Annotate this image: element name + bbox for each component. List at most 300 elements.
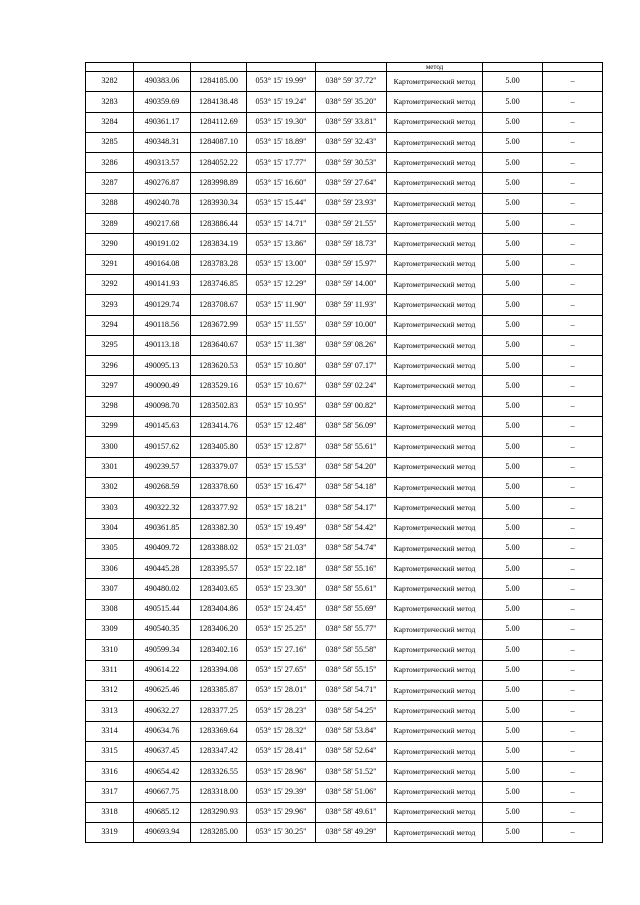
cell-longitude: 038° 58' 55.16"	[316, 559, 387, 579]
cell-method: Картометрический метод	[387, 620, 483, 640]
table-row	[86, 437, 603, 457]
cell-longitude: 038° 58' 54.74"	[316, 538, 387, 558]
cell-accuracy: 5.00	[483, 680, 543, 700]
cell-method: Картометрический метод	[387, 782, 483, 802]
cell-latitude: 053° 15' 10.67"	[247, 376, 316, 396]
cell-y: 1283708.67	[191, 295, 247, 315]
cell-note: –	[543, 477, 603, 497]
cell-x: 490164.08	[134, 254, 191, 274]
cell-y: 1283405.80	[191, 437, 247, 457]
table-row	[86, 295, 603, 315]
cell-method: Картометрический метод	[387, 762, 483, 782]
cell-method: Картометрический метод	[387, 538, 483, 558]
cell-note: –	[543, 295, 603, 315]
cell-y: 1283394.08	[191, 660, 247, 680]
cell-latitude: 053° 15' 30.25"	[247, 822, 316, 842]
cell-longitude: 038° 59' 37.72"	[316, 72, 387, 92]
cell-note: –	[543, 173, 603, 193]
cell-number: 3295	[86, 335, 134, 355]
cell-number: 3293	[86, 295, 134, 315]
cell-longitude: 038° 58' 52.64"	[316, 741, 387, 761]
cell-x: 490095.13	[134, 356, 191, 376]
cell-x: 490118.56	[134, 315, 191, 335]
cell-note: –	[543, 822, 603, 842]
cell-longitude: 038° 58' 55.15"	[316, 660, 387, 680]
table-row	[86, 538, 603, 558]
cell-latitude: 053° 15' 19.49"	[247, 518, 316, 538]
cell-longitude: 038° 58' 49.29"	[316, 822, 387, 842]
cell-y: 1283395.57	[191, 559, 247, 579]
cell-note: –	[543, 274, 603, 294]
cell-longitude: 038° 59' 14.00"	[316, 274, 387, 294]
cell-latitude: 053° 15' 16.60"	[247, 173, 316, 193]
cell-x: 490540.35	[134, 620, 191, 640]
cell-latitude: 053° 15' 12.48"	[247, 417, 316, 437]
cell-longitude: 038° 58' 53.84"	[316, 721, 387, 741]
table-row	[86, 620, 603, 640]
cell-x: 490090.49	[134, 376, 191, 396]
cell-accuracy: 5.00	[483, 92, 543, 112]
cell-latitude: 053° 15' 12.87"	[247, 437, 316, 457]
cell-method: Картометрический метод	[387, 72, 483, 92]
cell-y: 1283326.55	[191, 762, 247, 782]
cell-accuracy: 5.00	[483, 782, 543, 802]
cell-latitude: 053° 15' 28.96"	[247, 762, 316, 782]
cell-longitude: 038° 58' 54.20"	[316, 457, 387, 477]
cell-latitude: 053° 15' 18.21"	[247, 498, 316, 518]
table-row	[86, 701, 603, 721]
cell-y: 1283382.30	[191, 518, 247, 538]
cell-number: 3296	[86, 356, 134, 376]
cell-note: –	[543, 579, 603, 599]
cell-accuracy: 5.00	[483, 132, 543, 152]
cell-longitude: 038° 59' 18.73"	[316, 234, 387, 254]
cell-x: 490632.27	[134, 701, 191, 721]
cell-y: 1283369.64	[191, 721, 247, 741]
cell-latitude: 053° 15' 23.30"	[247, 579, 316, 599]
cell-accuracy: 5.00	[483, 822, 543, 842]
cell-x: 490614.22	[134, 660, 191, 680]
cell-accuracy: 5.00	[483, 214, 543, 234]
table-row	[86, 640, 603, 660]
cell-method: Картометрический метод	[387, 660, 483, 680]
cell-note: –	[543, 315, 603, 335]
cell-x: 490693.94	[134, 822, 191, 842]
cell-accuracy: 5.00	[483, 660, 543, 680]
cell-accuracy: 5.00	[483, 741, 543, 761]
cell-latitude: 053° 15' 11.90"	[247, 295, 316, 315]
cell-y: 1283406.20	[191, 620, 247, 640]
cell-number: 3309	[86, 620, 134, 640]
cell-longitude: 038° 58' 56.09"	[316, 417, 387, 437]
cell-number: 3311	[86, 660, 134, 680]
cell-note: –	[543, 72, 603, 92]
cell-note: –	[543, 741, 603, 761]
cell-y	[191, 63, 247, 72]
cell-method: Картометрический метод	[387, 599, 483, 619]
cell-latitude: 053° 15' 27.65"	[247, 660, 316, 680]
cell-longitude: 038° 59' 21.55"	[316, 214, 387, 234]
cell-accuracy: 5.00	[483, 498, 543, 518]
cell-longitude: 038° 59' 23.93"	[316, 193, 387, 213]
table-body	[86, 63, 603, 843]
cell-x: 490515.44	[134, 599, 191, 619]
cell-x: 490361.85	[134, 518, 191, 538]
cell-number: 3297	[86, 376, 134, 396]
cell-x: 490145.63	[134, 417, 191, 437]
table-row	[86, 315, 603, 335]
cell-latitude: 053° 15' 22.18"	[247, 559, 316, 579]
cell-longitude: 038° 59' 08.26"	[316, 335, 387, 355]
cell-number: 3317	[86, 782, 134, 802]
cell-note: –	[543, 437, 603, 457]
cell-method: Картометрический метод	[387, 701, 483, 721]
cell-number: 3291	[86, 254, 134, 274]
cell-longitude: 038° 59' 02.24"	[316, 376, 387, 396]
cell-number: 3319	[86, 822, 134, 842]
cell-method: Картометрический метод	[387, 153, 483, 173]
cell-method: Картометрический метод	[387, 112, 483, 132]
table-row	[86, 417, 603, 437]
table-row	[86, 193, 603, 213]
cell-x: 490113.18	[134, 335, 191, 355]
cell-note: –	[543, 234, 603, 254]
cell-x: 490191.02	[134, 234, 191, 254]
cell-note: –	[543, 620, 603, 640]
cell-latitude: 053° 15' 28.41"	[247, 741, 316, 761]
cell-accuracy: 5.00	[483, 599, 543, 619]
cell-accuracy: 5.00	[483, 335, 543, 355]
cell-x: 490634.76	[134, 721, 191, 741]
cell-number: 3287	[86, 173, 134, 193]
cell-note: –	[543, 498, 603, 518]
cell-accuracy: 5.00	[483, 620, 543, 640]
cell-note: –	[543, 417, 603, 437]
cell-number: 3289	[86, 214, 134, 234]
cell-method: Картометрический метод	[387, 559, 483, 579]
cell-y: 1283930.34	[191, 193, 247, 213]
cell-x: 490240.78	[134, 193, 191, 213]
table-row	[86, 274, 603, 294]
cell-y: 1283998.89	[191, 173, 247, 193]
cell-number: 3294	[86, 315, 134, 335]
cell-y: 1283640.67	[191, 335, 247, 355]
cell-accuracy: 5.00	[483, 173, 543, 193]
cell-y: 1283529.16	[191, 376, 247, 396]
cell-latitude: 053° 15' 19.99"	[247, 72, 316, 92]
cell-accuracy: 5.00	[483, 295, 543, 315]
cell-y: 1284087.10	[191, 132, 247, 152]
cell-y: 1284052.22	[191, 153, 247, 173]
table-row	[86, 782, 603, 802]
table-row	[86, 92, 603, 112]
cell-longitude: 038° 58' 51.52"	[316, 762, 387, 782]
cell-x: 490276.87	[134, 173, 191, 193]
cell-number: 3302	[86, 477, 134, 497]
cell-accuracy: 5.00	[483, 762, 543, 782]
cell-note	[543, 63, 603, 72]
cell-y: 1284112.69	[191, 112, 247, 132]
cell-x: 490348.31	[134, 132, 191, 152]
cell-accuracy	[483, 63, 543, 72]
cell-note: –	[543, 356, 603, 376]
cell-note: –	[543, 132, 603, 152]
cell-method: Картометрический метод	[387, 234, 483, 254]
cell-note: –	[543, 214, 603, 234]
cell-method: Картометрический метод	[387, 214, 483, 234]
cell-x: 490239.57	[134, 457, 191, 477]
cell-accuracy: 5.00	[483, 153, 543, 173]
cell-latitude: 053° 15' 19.30"	[247, 112, 316, 132]
cell-accuracy: 5.00	[483, 437, 543, 457]
cell-number: 3304	[86, 518, 134, 538]
cell-number: 3300	[86, 437, 134, 457]
cell-latitude: 053° 15' 18.89"	[247, 132, 316, 152]
cell-accuracy: 5.00	[483, 315, 543, 335]
cell-accuracy: 5.00	[483, 234, 543, 254]
cell-accuracy: 5.00	[483, 274, 543, 294]
cell-number: 3284	[86, 112, 134, 132]
cell-number: 3290	[86, 234, 134, 254]
cell-y: 1283388.02	[191, 538, 247, 558]
cell-note: –	[543, 762, 603, 782]
cell-y: 1283285.00	[191, 822, 247, 842]
table-row	[86, 396, 603, 416]
cell-latitude: 053° 15' 10.80"	[247, 356, 316, 376]
cell-latitude: 053° 15' 29.39"	[247, 782, 316, 802]
cell-accuracy: 5.00	[483, 72, 543, 92]
cell-latitude: 053° 15' 24.45"	[247, 599, 316, 619]
cell-x: 490361.17	[134, 112, 191, 132]
cell-number: 3282	[86, 72, 134, 92]
cell-note: –	[543, 559, 603, 579]
cell-note: –	[543, 701, 603, 721]
cell-latitude: 053° 15' 28.01"	[247, 680, 316, 700]
cell-y: 1283886.44	[191, 214, 247, 234]
table-row	[86, 132, 603, 152]
table-row	[86, 477, 603, 497]
cell-longitude: 038° 58' 54.42"	[316, 518, 387, 538]
cell-x: 490157.62	[134, 437, 191, 457]
cell-number: 3301	[86, 457, 134, 477]
cell-y: 1283783.28	[191, 254, 247, 274]
cell-longitude: 038° 59' 07.17"	[316, 356, 387, 376]
table-row	[86, 457, 603, 477]
cell-method: Картометрический метод	[387, 132, 483, 152]
cell-latitude: 053° 15' 25.25"	[247, 620, 316, 640]
cell-x: 490637.45	[134, 741, 191, 761]
table-row	[86, 214, 603, 234]
cell-method: Картометрический метод	[387, 92, 483, 112]
cell-number: 3285	[86, 132, 134, 152]
cell-latitude: 053° 15' 15.53"	[247, 457, 316, 477]
cell-note: –	[543, 153, 603, 173]
cell-y: 1283402.16	[191, 640, 247, 660]
cell-method: Картометрический метод	[387, 680, 483, 700]
cell-longitude: 038° 59' 27.64"	[316, 173, 387, 193]
cell-note: –	[543, 335, 603, 355]
table-row	[86, 356, 603, 376]
cell-method: метод	[387, 63, 483, 72]
cell-x: 490480.02	[134, 579, 191, 599]
cell-note: –	[543, 457, 603, 477]
cell-x: 490685.12	[134, 802, 191, 822]
cell-longitude: 038° 59' 11.93"	[316, 295, 387, 315]
cell-accuracy: 5.00	[483, 477, 543, 497]
cell-latitude	[247, 63, 316, 72]
cell-note: –	[543, 660, 603, 680]
cell-note: –	[543, 802, 603, 822]
cell-y: 1283403.65	[191, 579, 247, 599]
cell-accuracy: 5.00	[483, 376, 543, 396]
cell-note: –	[543, 376, 603, 396]
table-row	[86, 721, 603, 741]
cell-longitude: 038° 59' 00.82"	[316, 396, 387, 416]
coordinates-table	[85, 62, 603, 843]
cell-accuracy: 5.00	[483, 356, 543, 376]
cell-y: 1283379.07	[191, 457, 247, 477]
cell-method: Картометрический метод	[387, 802, 483, 822]
cell-latitude: 053° 15' 28.23"	[247, 701, 316, 721]
cell-latitude: 053° 15' 11.55"	[247, 315, 316, 335]
cell-accuracy: 5.00	[483, 193, 543, 213]
cell-latitude: 053° 15' 27.16"	[247, 640, 316, 660]
cell-number: 3298	[86, 396, 134, 416]
cell-number: 3303	[86, 498, 134, 518]
cell-longitude: 038° 59' 33.81"	[316, 112, 387, 132]
cell-latitude: 053° 15' 13.86"	[247, 234, 316, 254]
cell-y: 1283620.53	[191, 356, 247, 376]
cell-accuracy: 5.00	[483, 254, 543, 274]
cell-note: –	[543, 680, 603, 700]
table-row-continuation	[86, 63, 603, 72]
cell-accuracy: 5.00	[483, 457, 543, 477]
cell-x: 490409.72	[134, 538, 191, 558]
cell-method: Картометрический метод	[387, 193, 483, 213]
cell-accuracy: 5.00	[483, 721, 543, 741]
cell-y: 1283377.92	[191, 498, 247, 518]
cell-note: –	[543, 640, 603, 660]
cell-method: Картометрический метод	[387, 437, 483, 457]
cell-note: –	[543, 782, 603, 802]
cell-x: 490313.57	[134, 153, 191, 173]
cell-number: 3312	[86, 680, 134, 700]
cell-y: 1283746.85	[191, 274, 247, 294]
cell-accuracy: 5.00	[483, 518, 543, 538]
table-row	[86, 498, 603, 518]
cell-y: 1283414.76	[191, 417, 247, 437]
table-row	[86, 376, 603, 396]
table-row	[86, 680, 603, 700]
cell-longitude: 038° 58' 54.25"	[316, 701, 387, 721]
cell-longitude: 038° 58' 55.77"	[316, 620, 387, 640]
cell-longitude	[316, 63, 387, 72]
table-row	[86, 112, 603, 132]
cell-method: Картометрический метод	[387, 640, 483, 660]
cell-number: 3292	[86, 274, 134, 294]
cell-x: 490129.74	[134, 295, 191, 315]
cell-number: 3316	[86, 762, 134, 782]
cell-latitude: 053° 15' 21.03"	[247, 538, 316, 558]
table-row	[86, 72, 603, 92]
cell-y: 1283347.42	[191, 741, 247, 761]
cell-note: –	[543, 193, 603, 213]
cell-method: Картометрический метод	[387, 417, 483, 437]
cell-y: 1284138.48	[191, 92, 247, 112]
table-row	[86, 254, 603, 274]
table-row	[86, 579, 603, 599]
cell-note: –	[543, 92, 603, 112]
cell-longitude: 038° 58' 54.71"	[316, 680, 387, 700]
cell-x: 490359.69	[134, 92, 191, 112]
cell-method: Картометрический метод	[387, 315, 483, 335]
cell-method: Картометрический метод	[387, 822, 483, 842]
cell-note: –	[543, 396, 603, 416]
cell-method: Картометрический метод	[387, 173, 483, 193]
cell-method: Картометрический метод	[387, 518, 483, 538]
cell-method: Картометрический метод	[387, 376, 483, 396]
table-row	[86, 559, 603, 579]
cell-x: 490322.32	[134, 498, 191, 518]
table-row	[86, 822, 603, 842]
cell-accuracy: 5.00	[483, 396, 543, 416]
cell-number: 3315	[86, 741, 134, 761]
cell-latitude: 053° 15' 29.96"	[247, 802, 316, 822]
cell-y: 1283290.93	[191, 802, 247, 822]
table-row	[86, 599, 603, 619]
cell-note: –	[543, 112, 603, 132]
cell-longitude: 038° 58' 54.18"	[316, 477, 387, 497]
cell-longitude: 038° 58' 51.06"	[316, 782, 387, 802]
cell-y: 1284185.00	[191, 72, 247, 92]
cell-method: Картометрический метод	[387, 741, 483, 761]
cell-x: 490625.46	[134, 680, 191, 700]
cell-longitude: 038° 58' 55.61"	[316, 437, 387, 457]
cell-method: Картометрический метод	[387, 295, 483, 315]
cell-number: 3308	[86, 599, 134, 619]
cell-longitude: 038° 58' 55.69"	[316, 599, 387, 619]
cell-y: 1283672.99	[191, 315, 247, 335]
cell-method: Картометрический метод	[387, 335, 483, 355]
cell-longitude: 038° 58' 49.61"	[316, 802, 387, 822]
table-row	[86, 518, 603, 538]
cell-longitude: 038° 59' 32.43"	[316, 132, 387, 152]
cell-number: 3318	[86, 802, 134, 822]
cell-note: –	[543, 721, 603, 741]
cell-longitude: 038° 58' 55.58"	[316, 640, 387, 660]
cell-latitude: 053° 15' 19.24"	[247, 92, 316, 112]
cell-longitude: 038° 59' 35.20"	[316, 92, 387, 112]
cell-latitude: 053° 15' 28.32"	[247, 721, 316, 741]
cell-accuracy: 5.00	[483, 701, 543, 721]
cell-accuracy: 5.00	[483, 640, 543, 660]
cell-number: 3286	[86, 153, 134, 173]
cell-y: 1283834.19	[191, 234, 247, 254]
cell-method: Картометрический метод	[387, 457, 483, 477]
cell-number: 3288	[86, 193, 134, 213]
cell-latitude: 053° 15' 17.77"	[247, 153, 316, 173]
cell-x: 490445.28	[134, 559, 191, 579]
cell-longitude: 038° 59' 15.97"	[316, 254, 387, 274]
cell-method: Картометрический метод	[387, 477, 483, 497]
cell-latitude: 053° 15' 11.38"	[247, 335, 316, 355]
cell-accuracy: 5.00	[483, 112, 543, 132]
cell-note: –	[543, 538, 603, 558]
cell-y: 1283502.83	[191, 396, 247, 416]
cell-method: Картометрический метод	[387, 498, 483, 518]
cell-number: 3306	[86, 559, 134, 579]
cell-accuracy: 5.00	[483, 579, 543, 599]
